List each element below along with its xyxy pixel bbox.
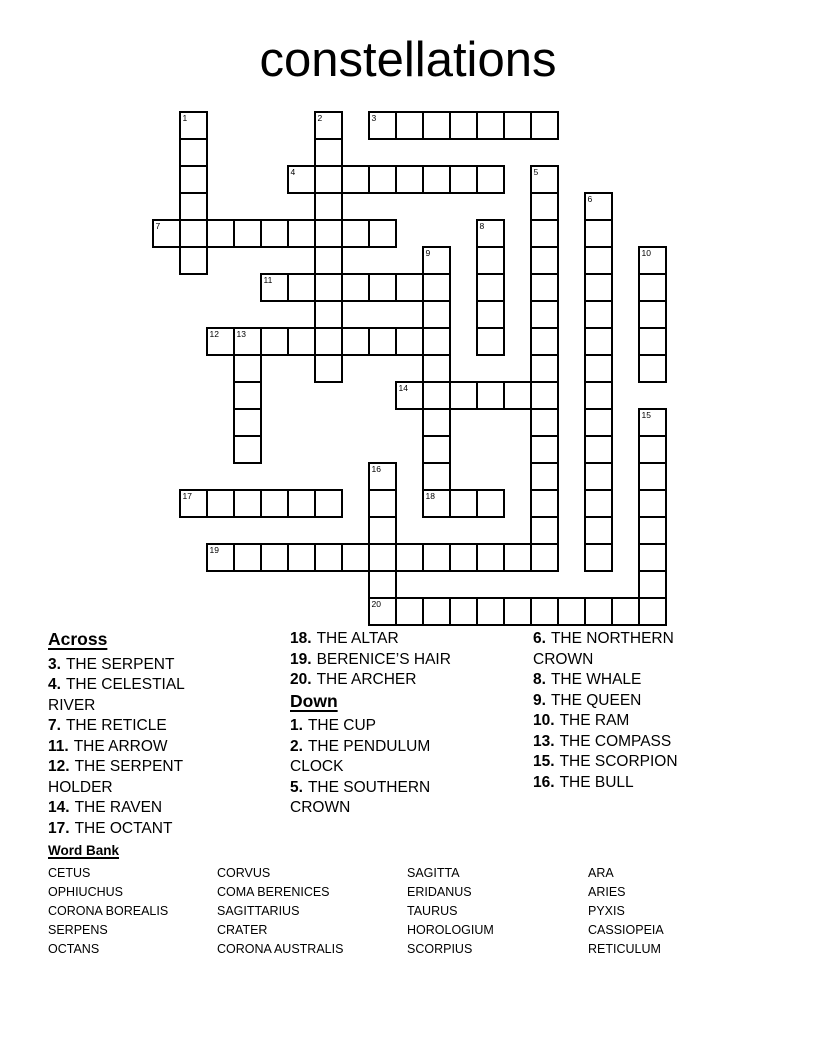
grid-cell[interactable] (314, 273, 343, 302)
grid-cell[interactable] (584, 408, 613, 437)
grid-cell[interactable] (233, 327, 262, 356)
clue-text: THE SOUTHERN CROWN (290, 778, 431, 816)
clue-3-across (48, 655, 231, 676)
grid-cell[interactable] (530, 300, 559, 329)
word-bank-item: PYXIS (588, 904, 625, 918)
cell-number: 2 (317, 113, 323, 123)
grid-cell[interactable] (206, 219, 235, 248)
grid-cell[interactable] (638, 354, 667, 383)
grid-cell[interactable] (422, 435, 451, 464)
grid-cell[interactable] (530, 246, 559, 275)
word-bank-item: TAURUS (407, 904, 458, 918)
grid-cell[interactable] (206, 489, 235, 518)
grid-cell[interactable] (368, 219, 397, 248)
grid-cell[interactable] (314, 246, 343, 275)
clue-text: THE OCTANT (74, 819, 173, 837)
clue-10-down (533, 711, 733, 732)
clue-text: THE RETICLE (65, 717, 167, 734)
grid-cell[interactable] (449, 381, 478, 410)
grid-cell[interactable] (314, 192, 343, 221)
grid-cell[interactable] (530, 327, 559, 356)
grid-cell[interactable] (206, 327, 235, 356)
grid-cell[interactable] (287, 327, 316, 356)
grid-cell[interactable] (260, 489, 289, 518)
grid-cell[interactable] (638, 516, 667, 545)
clue-number: 17. (48, 819, 70, 837)
grid-cell[interactable] (341, 165, 370, 194)
word-bank-item: CORONA AUSTRALIS (217, 942, 344, 956)
clue-text: BERENICE’S HAIR (316, 650, 451, 668)
word-bank-item: ERIDANUS (407, 885, 472, 899)
grid-cell[interactable] (638, 462, 667, 491)
grid-cell[interactable] (476, 381, 505, 410)
cell-number: 5 (533, 167, 539, 177)
grid-cell[interactable] (368, 273, 397, 302)
grid-cell[interactable] (368, 327, 397, 356)
grid-cell[interactable] (476, 246, 505, 275)
grid-cell[interactable] (530, 192, 559, 221)
grid-cell[interactable] (530, 408, 559, 437)
cell-number: 4 (290, 167, 296, 177)
grid-cell[interactable] (449, 543, 478, 572)
word-bank-item: CORVUS (217, 866, 271, 880)
cell-number: 19 (209, 545, 219, 555)
grid-cell[interactable] (530, 165, 559, 194)
grid-cell[interactable] (287, 273, 316, 302)
clue-number: 18. (290, 630, 312, 647)
word-bank-item: HOROLOGIUM (407, 923, 494, 937)
word-bank-item: ARA (588, 866, 614, 880)
clue-5-down (290, 778, 483, 819)
grid-cell[interactable] (584, 381, 613, 410)
grid-cell[interactable] (314, 543, 343, 572)
clue-14-across (48, 798, 231, 819)
grid-cell[interactable] (260, 273, 289, 302)
clue-text: THE WHALE (550, 671, 642, 688)
clue-number: 14. (48, 799, 70, 816)
grid-cell[interactable] (638, 300, 667, 329)
clue-4-across (48, 675, 231, 716)
grid-cell[interactable] (584, 192, 613, 221)
clue-number: 13. (533, 732, 555, 750)
word-bank-item: CRATER (217, 923, 268, 937)
clue-15-down (533, 752, 733, 773)
cell-number: 17 (182, 491, 192, 501)
grid-cell[interactable] (449, 597, 478, 626)
grid-cell[interactable] (530, 516, 559, 545)
clue-column-2 (290, 629, 483, 819)
grid-cell[interactable] (260, 327, 289, 356)
clue-number: 10. (533, 712, 555, 729)
word-bank-column-1 (48, 864, 168, 959)
grid-cell[interactable] (638, 327, 667, 356)
grid-cell[interactable] (314, 219, 343, 248)
word-bank-item: RETICULUM (588, 942, 661, 956)
word-bank-columns (48, 864, 788, 964)
grid-cell[interactable] (530, 219, 559, 248)
word-bank-item: SAGITTARIUS (217, 904, 300, 918)
grid-cell[interactable] (584, 327, 613, 356)
grid-cell[interactable] (530, 597, 559, 626)
word-bank (48, 842, 788, 964)
grid-cell[interactable] (422, 408, 451, 437)
grid-cell[interactable] (314, 489, 343, 518)
clue-number: 4. (48, 676, 61, 693)
grid-cell[interactable] (368, 516, 397, 545)
clue-16-down (533, 773, 733, 794)
grid-cell[interactable] (638, 408, 667, 437)
grid-cell[interactable] (422, 462, 451, 491)
word-bank-item: SERPENS (48, 923, 108, 937)
clue-7-across (48, 716, 231, 737)
grid-cell[interactable] (638, 570, 667, 599)
page-title: constellations (259, 33, 557, 87)
grid-cell[interactable] (422, 300, 451, 329)
grid-cell[interactable] (287, 489, 316, 518)
grid-cell[interactable] (530, 543, 559, 572)
grid-cell[interactable] (584, 597, 613, 626)
grid-cell[interactable] (314, 354, 343, 383)
word-bank-item: SCORPIUS (407, 942, 473, 956)
grid-cell[interactable] (206, 543, 235, 572)
grid-cell[interactable] (422, 111, 451, 140)
grid-cell[interactable] (476, 165, 505, 194)
grid-cell[interactable] (476, 327, 505, 356)
clue-text: THE ALTAR (316, 630, 399, 647)
grid-cell[interactable] (476, 111, 505, 140)
grid-cell[interactable] (530, 462, 559, 491)
clue-1-down (290, 716, 483, 737)
grid-cell[interactable] (422, 489, 451, 518)
clue-text: THE SCORPION (559, 753, 678, 770)
grid-cell[interactable] (422, 597, 451, 626)
clue-text: THE SERPENT HOLDER (48, 758, 183, 796)
down-heading: Down (290, 690, 338, 711)
grid-cell[interactable] (584, 516, 613, 545)
grid-cell[interactable] (287, 219, 316, 248)
word-bank-item: OPHIUCHUS (48, 885, 124, 899)
clue-text: THE ARROW (73, 737, 168, 755)
cell-number: 12 (209, 329, 219, 339)
clue-text: THE QUEEN (550, 691, 642, 709)
grid-cell[interactable] (638, 489, 667, 518)
grid-cell[interactable] (530, 273, 559, 302)
grid-cell[interactable] (395, 111, 424, 140)
cell-number: 10 (641, 248, 651, 258)
clue-text: THE BULL (559, 773, 634, 791)
grid-cell[interactable] (233, 543, 262, 572)
grid-cell[interactable] (584, 273, 613, 302)
grid-cell[interactable] (476, 489, 505, 518)
grid-cell[interactable] (179, 246, 208, 275)
grid-cell[interactable] (584, 435, 613, 464)
grid-cell[interactable] (368, 111, 397, 140)
clue-number: 9. (533, 691, 546, 709)
clue-text: THE RAM (559, 712, 630, 729)
grid-cell[interactable] (638, 435, 667, 464)
grid-cell[interactable] (584, 300, 613, 329)
grid-cell[interactable] (503, 543, 532, 572)
grid-cell[interactable] (341, 219, 370, 248)
grid-cell[interactable] (395, 381, 424, 410)
grid-cell[interactable] (449, 489, 478, 518)
clue-number: 1. (290, 717, 303, 734)
grid-cell[interactable] (395, 543, 424, 572)
grid-cell[interactable] (233, 354, 262, 383)
grid-cell[interactable] (422, 381, 451, 410)
word-bank-item: CORONA BOREALIS (48, 904, 169, 918)
clue-number: 20. (290, 671, 312, 688)
grid-cell[interactable] (503, 597, 532, 626)
cell-number: 3 (371, 113, 377, 123)
clue-11-across (48, 737, 231, 758)
clue-number: 5. (290, 778, 303, 796)
word-bank-item: COMA BERENICES (217, 885, 330, 899)
clue-text: THE RAVEN (74, 799, 163, 816)
across-heading: Across (48, 629, 108, 649)
crossword-grid (152, 111, 667, 626)
grid-cell[interactable] (584, 246, 613, 275)
grid-cell[interactable] (314, 327, 343, 356)
clue-6-down (533, 629, 733, 670)
clue-column-1 (48, 629, 231, 839)
cell-number: 6 (587, 194, 593, 204)
grid-cell[interactable] (530, 111, 559, 140)
grid-cell[interactable] (287, 543, 316, 572)
clue-text: THE SERPENT (65, 655, 175, 673)
grid-cell[interactable] (476, 273, 505, 302)
grid-cell[interactable] (557, 597, 586, 626)
grid-cell[interactable] (476, 597, 505, 626)
grid-cell[interactable] (260, 219, 289, 248)
clue-number: 15. (533, 753, 555, 770)
grid-cell[interactable] (611, 597, 640, 626)
word-bank-item: CASSIOPEIA (588, 923, 664, 937)
grid-cell[interactable] (287, 165, 316, 194)
grid-cell[interactable] (179, 165, 208, 194)
grid-cell[interactable] (179, 192, 208, 221)
grid-cell[interactable] (341, 543, 370, 572)
grid-cell[interactable] (503, 381, 532, 410)
clue-text: THE PENDULUM CLOCK (290, 737, 431, 775)
grid-cell[interactable] (584, 219, 613, 248)
grid-cell[interactable] (584, 543, 613, 572)
grid-cell[interactable] (368, 462, 397, 491)
clue-number: 6. (533, 630, 546, 647)
grid-cell[interactable] (179, 489, 208, 518)
grid-cell[interactable] (422, 354, 451, 383)
clue-13-down (533, 732, 733, 753)
clue-number: 3. (48, 655, 61, 673)
clue-number: 11. (48, 737, 69, 755)
grid-cell[interactable] (476, 219, 505, 248)
clue-column-3 (533, 629, 733, 793)
grid-cell[interactable] (422, 246, 451, 275)
clue-17-across (48, 819, 231, 840)
grid-cell[interactable] (368, 489, 397, 518)
clue-12-across (48, 757, 231, 798)
word-bank-column-2 (217, 864, 343, 959)
grid-cell[interactable] (395, 327, 424, 356)
word-bank-title: Word Bank (48, 843, 120, 858)
cell-number: 7 (155, 221, 161, 231)
clue-number: 16. (533, 773, 555, 791)
grid-cell[interactable] (530, 354, 559, 383)
grid-cell[interactable] (368, 570, 397, 599)
grid-cell[interactable] (152, 219, 181, 248)
grid-cell[interactable] (449, 111, 478, 140)
grid-cell[interactable] (530, 435, 559, 464)
grid-cell[interactable] (179, 111, 208, 140)
grid-cell[interactable] (422, 543, 451, 572)
grid-cell[interactable] (233, 408, 262, 437)
grid-cell[interactable] (395, 273, 424, 302)
cell-number: 8 (479, 221, 485, 231)
grid-cell[interactable] (638, 273, 667, 302)
grid-cell[interactable] (584, 489, 613, 518)
clue-18-across (290, 629, 483, 650)
cell-number: 14 (398, 383, 408, 393)
grid-cell[interactable] (260, 543, 289, 572)
clue-number: 19. (290, 650, 312, 668)
word-bank-item: OCTANS (48, 942, 100, 956)
grid-cell[interactable] (422, 327, 451, 356)
clue-text: THE NORTHERN CROWN (533, 630, 674, 668)
grid-cell[interactable] (233, 381, 262, 410)
grid-cell[interactable] (422, 273, 451, 302)
grid-cell[interactable] (503, 111, 532, 140)
grid-cell[interactable] (476, 543, 505, 572)
clue-text: THE CELESTIAL RIVER (48, 676, 185, 714)
grid-cell[interactable] (341, 273, 370, 302)
grid-cell[interactable] (341, 327, 370, 356)
cell-number: 20 (371, 599, 381, 609)
grid-cell[interactable] (584, 354, 613, 383)
grid-cell[interactable] (395, 165, 424, 194)
clue-20-across (290, 670, 483, 691)
grid-cell[interactable] (314, 165, 343, 194)
clue-number: 12. (48, 758, 70, 775)
grid-cell[interactable] (395, 597, 424, 626)
clue-2-down (290, 737, 483, 778)
cell-number: 15 (641, 410, 651, 420)
cell-number: 11 (263, 275, 273, 285)
clue-text: THE CUP (307, 717, 376, 734)
grid-cell[interactable] (368, 543, 397, 572)
cell-number: 9 (425, 248, 431, 258)
grid-cell[interactable] (368, 165, 397, 194)
clue-number: 2. (290, 737, 303, 755)
word-bank-item: SAGITTA (407, 866, 460, 880)
clue-19-across (290, 650, 483, 671)
word-bank-item: CETUS (48, 866, 91, 880)
grid-cell[interactable] (449, 165, 478, 194)
grid-cell[interactable] (314, 138, 343, 167)
clue-number: 8. (533, 671, 546, 688)
grid-cell[interactable] (476, 300, 505, 329)
cell-number: 1 (182, 113, 188, 123)
clue-text: THE COMPASS (559, 732, 672, 750)
grid-cell[interactable] (314, 111, 343, 140)
grid-cell[interactable] (422, 165, 451, 194)
word-bank-column-4 (588, 864, 664, 959)
clue-8-down (533, 670, 733, 691)
grid-cell[interactable] (584, 462, 613, 491)
word-bank-item: ARIES (588, 885, 626, 899)
grid-cell[interactable] (638, 543, 667, 572)
grid-cell[interactable] (233, 435, 262, 464)
clue-text: THE ARCHER (316, 671, 417, 688)
grid-cell[interactable] (314, 300, 343, 329)
grid-cell[interactable] (530, 381, 559, 410)
cell-number: 16 (371, 464, 381, 474)
grid-cell[interactable] (179, 138, 208, 167)
word-bank-column-3 (407, 864, 494, 959)
grid-cell[interactable] (638, 246, 667, 275)
cell-number: 18 (425, 491, 435, 501)
cell-number: 13 (236, 329, 246, 339)
grid-cell[interactable] (530, 489, 559, 518)
grid-cell[interactable] (638, 597, 667, 626)
grid-cell[interactable] (233, 489, 262, 518)
clue-9-down (533, 691, 733, 712)
grid-cell[interactable] (179, 219, 208, 248)
grid-cell[interactable] (233, 219, 262, 248)
clue-number: 7. (48, 717, 61, 734)
grid-cell[interactable] (368, 597, 397, 626)
